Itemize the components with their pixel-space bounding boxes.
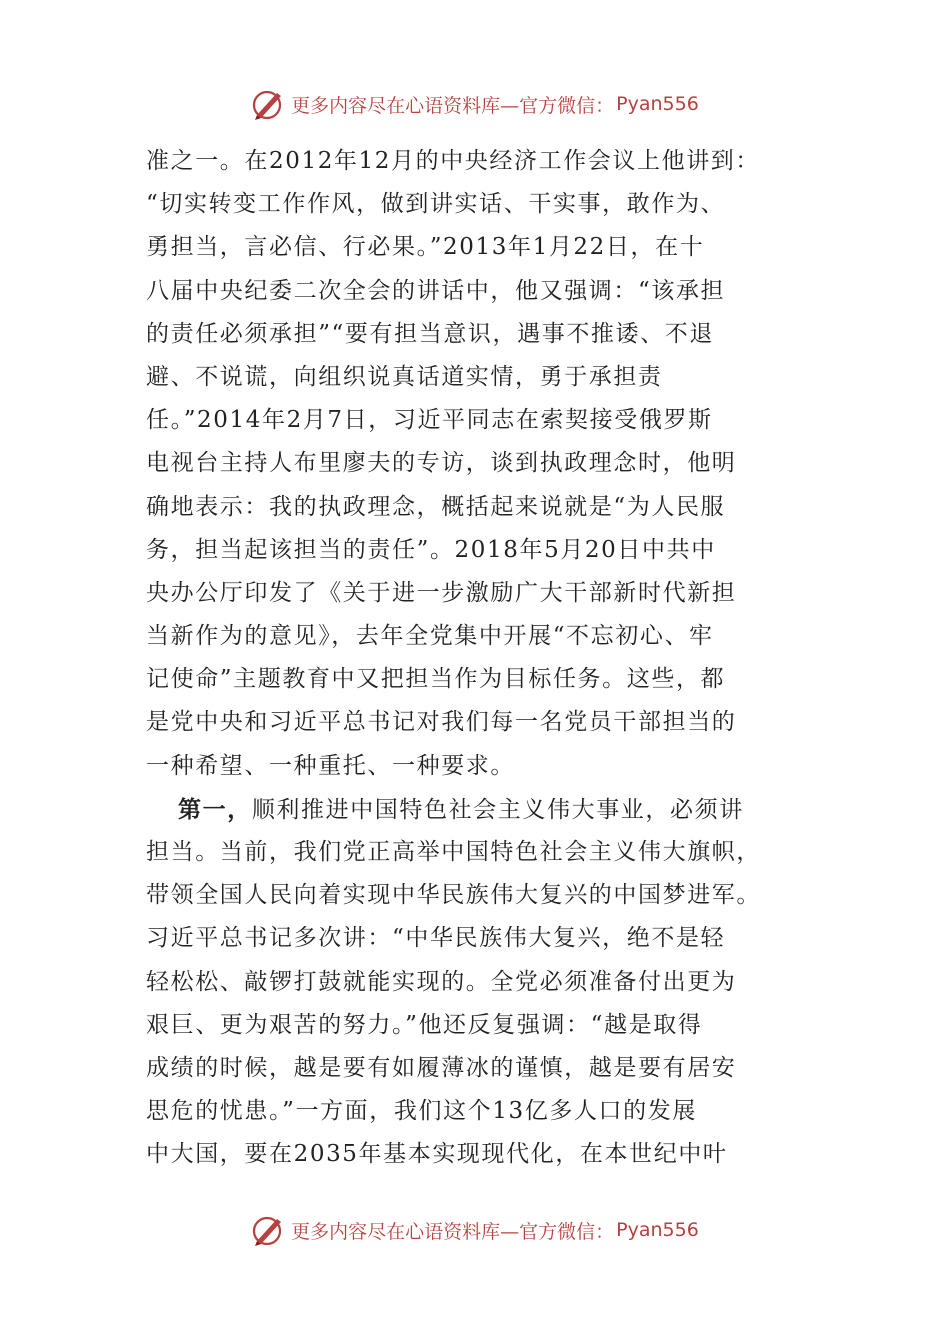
body-line: 一种希望、一种重托、一种要求。 [146,752,515,779]
section-first-line [146,788,818,831]
body-line: 八届中央纪委二次全会的讲话中，他又强调：“该承担 [146,277,726,304]
section-line: 习近平总书记多次讲：“中华民族伟大复兴，绝不是轻 [146,925,726,952]
section-line: 思危的忧患。”一方面，我们这个13亿多人口的发展 [146,1098,697,1125]
document-body [146,140,818,1177]
body-line: 避、不说谎，向组织说真话道实情，勇于承担责 [146,363,663,390]
body-line: 当新作为的意见》，去年全党集中开展“不忘初心、牢 [146,623,714,650]
section-line: 担当。当前，我们党正高举中国特色社会主义伟大旗帜， [146,839,761,865]
body-line: 央办公厅印发了《关于进一步激励广大干部新时代新担 [146,579,737,606]
body-line: 准之一。在2012年12月的中央经济工作会议上他讲到： [146,148,760,174]
section-line: 中大国，要在2035年基本实现现代化，在本世纪中叶 [146,1141,728,1168]
pen-logo-icon [251,1213,285,1247]
pen-logo-icon [251,87,285,121]
body-line: 确地表示：我的执政理念，概括起来说就是“为人民服 [146,493,726,520]
body-line: 的责任必须承担”“要有担当意识，遇事不推诿、不退 [146,320,714,347]
watermark-handle: Pyan556 [616,1219,699,1241]
section-first-line-text: 顺利推进中国特色社会主义伟大事业，必须讲 [251,796,744,823]
header-watermark [0,84,950,124]
body-line: 是党中央和习近平总书记对我们每一名党员干部担当的 [146,709,737,736]
section-line: 带领全国人民向着实现中华民族伟大复兴的中国梦进军。 [146,882,761,909]
body-line: “切实转变工作作风，做到讲实话、干实事，敢作为、 [146,191,726,218]
body-line: 记使命”主题教育中又把担当作为目标任务。这些，都 [146,666,726,693]
section-line: 轻松松、敲锣打鼓就能实现的。全党必须准备付出更为 [146,968,737,995]
section-line: 艰巨、更为艰苦的努力。”他还反复强调：“越是取得 [146,1011,703,1038]
section-heading: 第一， [178,795,252,823]
body-line: 电视台主持人布里廖夫的专访，谈到执政理念时，他明 [146,450,737,477]
watermark-text: 更多内容尽在心语资料库—官方微信： [291,1220,615,1243]
body-line: 勇担当，言必信、行必果。”2013年1月22日，在十 [146,234,705,261]
watermark-handle: Pyan556 [616,93,699,115]
watermark-text: 更多内容尽在心语资料库—官方微信： [291,94,615,117]
body-line: 任。”2014年2月7日，习近平同志在索契接受俄罗斯 [146,407,713,434]
footer-watermark [0,1210,950,1250]
section-line: 成绩的时候，越是要有如履薄冰的谨慎，越是要有居安 [146,1054,737,1081]
body-line: 务，担当起该担当的责任”。2018年5月20日中共中 [146,536,716,563]
